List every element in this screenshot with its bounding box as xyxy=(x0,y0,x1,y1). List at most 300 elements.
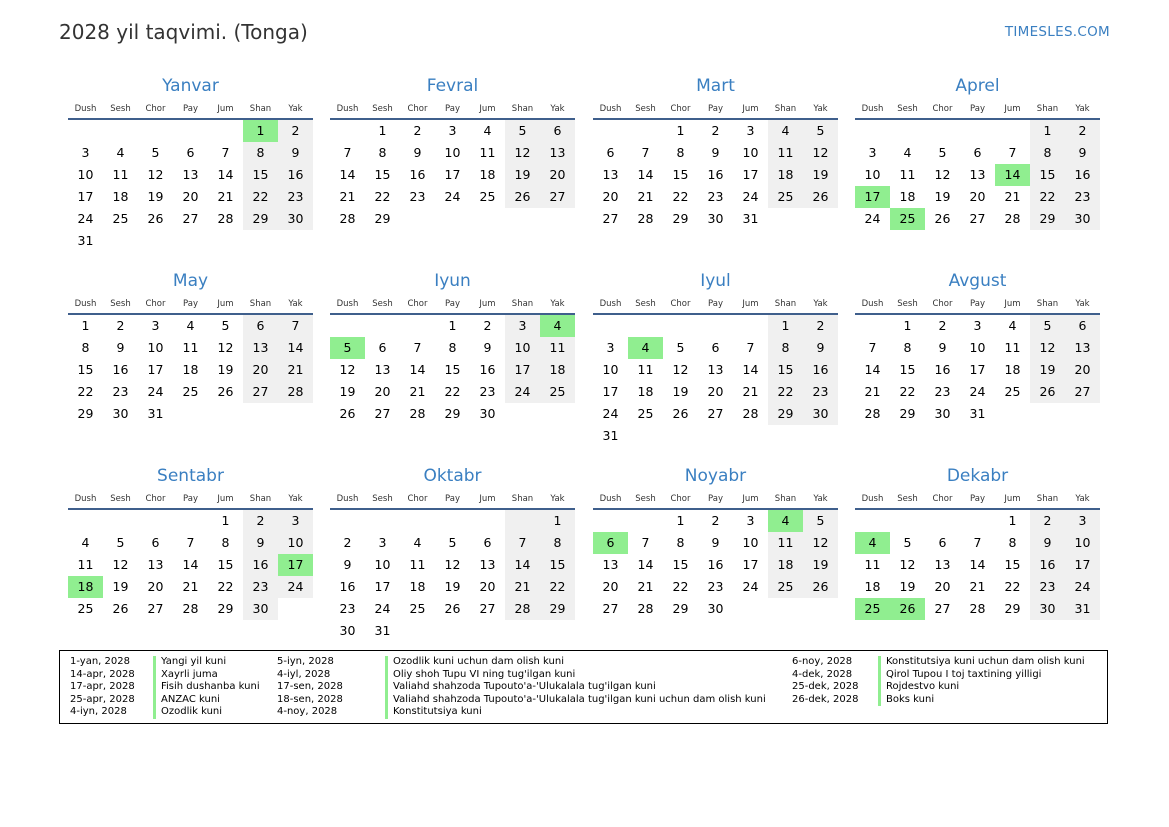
empty-cell xyxy=(103,120,138,142)
day-cell: 1 xyxy=(378,123,387,138)
day-cell: 3 xyxy=(278,510,313,532)
day-cell: 14 xyxy=(339,167,356,182)
empty-cell xyxy=(593,510,628,532)
day-cell: 10 xyxy=(1065,532,1100,554)
day-cell: 11 xyxy=(768,532,803,554)
day-cell: 5 xyxy=(505,120,540,142)
weekday-header xyxy=(593,295,838,315)
empty-cell xyxy=(400,315,435,337)
day-cell: 12 xyxy=(339,362,356,377)
legend-date: 18-sen, 2028 xyxy=(277,693,343,705)
day-cell: 24 xyxy=(77,211,94,226)
day-cell: 15 xyxy=(899,362,916,377)
day-cell: 23 xyxy=(278,186,313,208)
day-cell: 19 xyxy=(112,579,129,594)
weekday-label: Dush xyxy=(861,299,884,309)
day-cell: 8 xyxy=(378,145,387,160)
legend-name: Boks kuni xyxy=(886,693,935,705)
day-cell: 26 xyxy=(217,384,234,399)
day-cell: 4 xyxy=(116,145,125,160)
weekday-header xyxy=(330,295,575,315)
day-cell: 22 xyxy=(374,189,391,204)
day-cell: 21 xyxy=(969,579,986,594)
day-cell: 25 xyxy=(637,406,654,421)
empty-cell xyxy=(173,120,208,142)
weekday-label: Chor xyxy=(407,494,428,504)
weekday-label: Pay xyxy=(445,104,460,114)
day-cell: 10 xyxy=(742,535,759,550)
day-cell: 29 xyxy=(672,601,689,616)
page-title: 2028 yil taqvimi. (Tonga) xyxy=(59,20,308,44)
day-cell: 22 xyxy=(217,579,234,594)
day-cell: 2 xyxy=(1065,120,1100,142)
day-cell: 3 xyxy=(1065,510,1100,532)
weekday-label: Yak xyxy=(550,494,565,504)
weekday-label: Pay xyxy=(445,494,460,504)
day-cell: 30 xyxy=(934,406,951,421)
day-cell: 18 xyxy=(479,167,496,182)
empty-cell xyxy=(890,120,925,142)
day-cell: 31 xyxy=(602,428,619,443)
day-cell: 2 xyxy=(278,120,313,142)
day-cell: 8 xyxy=(81,340,90,355)
weekday-header xyxy=(593,100,838,120)
weekday-label: Yak xyxy=(288,494,303,504)
weekday-header xyxy=(593,490,838,510)
day-cell: 23 xyxy=(339,601,356,616)
holiday-day-cell: 25 xyxy=(855,598,890,620)
empty-cell xyxy=(663,315,698,337)
day-cell: 12 xyxy=(112,557,129,572)
day-cell: 15 xyxy=(672,557,689,572)
day-cell: 27 xyxy=(602,601,619,616)
day-cell: 18 xyxy=(864,579,881,594)
day-cell: 29 xyxy=(1030,208,1065,230)
empty-cell xyxy=(593,315,628,337)
holiday-day-cell: 25 xyxy=(890,208,925,230)
day-cell: 5 xyxy=(803,510,838,532)
day-cell: 29 xyxy=(374,211,391,226)
day-cell: 22 xyxy=(899,384,916,399)
day-cell: 5 xyxy=(221,318,230,333)
weekday-label: Jum xyxy=(1004,104,1021,114)
day-cell: 25 xyxy=(182,384,199,399)
day-cell: 5 xyxy=(116,535,125,550)
day-cell: 8 xyxy=(221,535,230,550)
day-cell: 17 xyxy=(505,359,540,381)
day-cell: 2 xyxy=(1030,510,1065,532)
day-cell: 10 xyxy=(77,167,94,182)
weekday-label: Sesh xyxy=(897,494,918,504)
day-cell: 4 xyxy=(81,535,90,550)
day-cell: 19 xyxy=(803,164,838,186)
empty-cell xyxy=(960,510,995,532)
day-cell: 8 xyxy=(1030,142,1065,164)
day-cell: 6 xyxy=(186,145,195,160)
weekday-label: Shan xyxy=(1036,104,1059,114)
day-cell: 4 xyxy=(413,535,422,550)
legend-date: 4-noy, 2028 xyxy=(277,706,338,718)
day-cell: 14 xyxy=(217,167,234,182)
day-cell: 19 xyxy=(803,554,838,576)
empty-cell xyxy=(330,120,365,142)
legend-date: 4-iyl, 2028 xyxy=(277,668,331,680)
day-cell: 8 xyxy=(243,142,278,164)
holiday-day-cell: 6 xyxy=(593,532,628,554)
day-cell: 9 xyxy=(243,532,278,554)
day-cell: 22 xyxy=(77,384,94,399)
day-cell: 29 xyxy=(444,406,461,421)
weekday-label: Jum xyxy=(1004,494,1021,504)
day-cell: 11 xyxy=(637,362,654,377)
day-cell: 9 xyxy=(803,337,838,359)
legend-name: Konstitutsiya kuni uchun dam olish kuni xyxy=(886,656,1085,667)
weekday-label: Pay xyxy=(708,494,723,504)
day-cell: 26 xyxy=(1030,381,1065,403)
weekday-label: Pay xyxy=(708,104,723,114)
weekday-label: Dush xyxy=(74,299,97,309)
weekday-label: Shan xyxy=(249,299,272,309)
weekday-label: Shan xyxy=(249,494,272,504)
weekday-label: Shan xyxy=(774,494,797,504)
day-cell: 27 xyxy=(602,211,619,226)
weekday-label: Shan xyxy=(511,299,534,309)
day-cell: 16 xyxy=(409,167,426,182)
month-aprel xyxy=(855,75,1100,230)
day-cell: 6 xyxy=(151,535,160,550)
weekday-label: Yak xyxy=(550,104,565,114)
day-cell: 14 xyxy=(409,362,426,377)
day-cell: 12 xyxy=(147,167,164,182)
day-cell: 9 xyxy=(938,340,947,355)
day-cell: 10 xyxy=(742,145,759,160)
weekday-label: Yak xyxy=(550,299,565,309)
day-grid xyxy=(330,315,575,425)
day-cell: 19 xyxy=(899,579,916,594)
day-cell: 21 xyxy=(182,579,199,594)
weekday-label: Chor xyxy=(932,299,953,309)
day-cell: 11 xyxy=(768,142,803,164)
weekday-label: Chor xyxy=(932,104,953,114)
holiday-day-cell: 4 xyxy=(628,337,663,359)
day-cell: 3 xyxy=(81,145,90,160)
month-dekabr xyxy=(855,465,1100,620)
day-cell: 10 xyxy=(278,532,313,554)
weekday-label: Jum xyxy=(742,494,759,504)
day-cell: 19 xyxy=(505,164,540,186)
weekday-header xyxy=(68,100,313,120)
day-cell: 5 xyxy=(803,120,838,142)
empty-cell xyxy=(138,120,173,142)
day-cell: 20 xyxy=(182,189,199,204)
empty-cell xyxy=(365,510,400,532)
legend-col1-dates xyxy=(70,656,135,719)
day-cell: 2 xyxy=(483,318,492,333)
day-cell: 13 xyxy=(243,337,278,359)
day-cell: 22 xyxy=(540,576,575,598)
month-name: Fevral xyxy=(426,76,479,96)
day-cell: 19 xyxy=(339,384,356,399)
day-cell: 18 xyxy=(768,554,803,576)
weekday-header xyxy=(330,490,575,510)
day-cell: 22 xyxy=(768,381,803,403)
empty-cell xyxy=(330,315,365,337)
day-cell: 19 xyxy=(672,384,689,399)
day-cell: 3 xyxy=(973,318,982,333)
weekday-label: Chor xyxy=(145,494,166,504)
weekday-label: Chor xyxy=(670,299,691,309)
weekday-label: Pay xyxy=(970,494,985,504)
day-cell: 20 xyxy=(147,579,164,594)
day-cell: 27 xyxy=(182,211,199,226)
weekday-label: Sesh xyxy=(372,104,393,114)
weekday-label: Sesh xyxy=(372,299,393,309)
day-cell: 3 xyxy=(746,123,755,138)
day-cell: 30 xyxy=(479,406,496,421)
day-cell: 23 xyxy=(243,576,278,598)
day-cell: 7 xyxy=(186,535,195,550)
empty-cell xyxy=(855,120,890,142)
day-cell: 29 xyxy=(243,208,278,230)
weekday-label: Dush xyxy=(74,494,97,504)
legend-name: Ozodlik kuni uchun dam olish kuni xyxy=(393,656,564,667)
day-cell: 23 xyxy=(803,381,838,403)
day-cell: 12 xyxy=(1030,337,1065,359)
day-cell: 23 xyxy=(112,384,129,399)
day-cell: 13 xyxy=(479,557,496,572)
day-cell: 11 xyxy=(112,167,129,182)
legend-col2-names xyxy=(393,656,766,719)
day-cell: 8 xyxy=(676,145,685,160)
day-cell: 29 xyxy=(1004,601,1021,616)
month-name: Noyabr xyxy=(684,466,747,486)
day-cell: 24 xyxy=(969,384,986,399)
day-cell: 12 xyxy=(672,362,689,377)
day-cell: 9 xyxy=(1065,142,1100,164)
month-name: Aprel xyxy=(955,76,1000,96)
day-cell: 2 xyxy=(343,535,352,550)
day-cell: 31 xyxy=(742,211,759,226)
day-cell: 21 xyxy=(409,384,426,399)
weekday-label: Sesh xyxy=(897,104,918,114)
day-cell: 15 xyxy=(374,167,391,182)
day-grid xyxy=(855,120,1100,230)
day-cell: 20 xyxy=(602,189,619,204)
day-cell: 26 xyxy=(505,186,540,208)
holiday-day-cell: 17 xyxy=(855,186,890,208)
day-cell: 17 xyxy=(1065,554,1100,576)
weekday-label: Pay xyxy=(708,299,723,309)
day-cell: 21 xyxy=(637,579,654,594)
weekday-label: Pay xyxy=(445,299,460,309)
day-cell: 23 xyxy=(934,384,951,399)
day-cell: 13 xyxy=(934,557,951,572)
weekday-label: Chor xyxy=(407,104,428,114)
day-cell: 26 xyxy=(444,601,461,616)
day-cell: 8 xyxy=(448,340,457,355)
legend-date: 25-dek, 2028 xyxy=(792,681,859,693)
day-cell: 17 xyxy=(444,167,461,182)
day-cell: 10 xyxy=(864,167,881,182)
day-cell: 4 xyxy=(186,318,195,333)
day-cell: 7 xyxy=(278,315,313,337)
month-noyabr xyxy=(593,465,838,620)
day-cell: 29 xyxy=(899,406,916,421)
day-cell: 6 xyxy=(973,145,982,160)
day-cell: 1 xyxy=(1008,513,1017,528)
legend-date: 5-iyn, 2028 xyxy=(277,656,334,667)
day-cell: 17 xyxy=(602,384,619,399)
day-cell: 31 xyxy=(1065,598,1100,620)
day-cell: 7 xyxy=(868,340,877,355)
weekday-label: Yak xyxy=(1075,494,1090,504)
month-may xyxy=(68,270,313,425)
day-cell: 13 xyxy=(374,362,391,377)
day-cell: 29 xyxy=(217,601,234,616)
weekday-label: Shan xyxy=(511,494,534,504)
holiday-day-cell: 4 xyxy=(855,532,890,554)
month-oktabr xyxy=(330,465,575,642)
day-cell: 22 xyxy=(243,186,278,208)
empty-cell xyxy=(890,510,925,532)
day-cell: 19 xyxy=(1030,359,1065,381)
day-cell: 28 xyxy=(505,598,540,620)
day-cell: 30 xyxy=(803,403,838,425)
weekday-label: Chor xyxy=(145,299,166,309)
weekday-label: Dush xyxy=(861,104,884,114)
day-cell: 14 xyxy=(742,362,759,377)
day-cell: 11 xyxy=(409,557,426,572)
day-cell: 16 xyxy=(112,362,129,377)
day-cell: 21 xyxy=(339,189,356,204)
weekday-label: Yak xyxy=(1075,104,1090,114)
day-cell: 15 xyxy=(217,557,234,572)
empty-cell xyxy=(68,510,103,532)
day-cell: 22 xyxy=(444,384,461,399)
day-cell: 12 xyxy=(217,340,234,355)
day-cell: 19 xyxy=(217,362,234,377)
legend-name: Xayrli juma xyxy=(161,668,218,680)
legend-name: Yangi yil kuni xyxy=(161,656,227,667)
day-cell: 1 xyxy=(221,513,230,528)
day-cell: 31 xyxy=(374,623,391,638)
holiday-legend xyxy=(59,650,1108,724)
day-cell: 30 xyxy=(278,208,313,230)
month-name: Dekabr xyxy=(946,466,1009,486)
day-cell: 8 xyxy=(903,340,912,355)
day-cell: 7 xyxy=(221,145,230,160)
day-cell: 15 xyxy=(540,554,575,576)
legend-date: 17-apr, 2028 xyxy=(70,681,135,693)
weekday-label: Pay xyxy=(183,299,198,309)
day-cell: 12 xyxy=(505,142,540,164)
weekday-label: Dush xyxy=(599,299,622,309)
day-cell: 9 xyxy=(711,145,720,160)
day-cell: 24 xyxy=(278,576,313,598)
day-cell: 15 xyxy=(243,164,278,186)
day-cell: 23 xyxy=(1065,186,1100,208)
month-sentabr xyxy=(68,465,313,620)
weekday-label: Pay xyxy=(970,104,985,114)
day-cell: 3 xyxy=(746,513,755,528)
empty-cell xyxy=(855,510,890,532)
month-fevral xyxy=(330,75,575,230)
month-name: Oktabr xyxy=(423,466,482,486)
day-cell: 27 xyxy=(969,211,986,226)
day-cell: 23 xyxy=(479,384,496,399)
day-cell: 27 xyxy=(374,406,391,421)
holiday-day-cell: 14 xyxy=(995,164,1030,186)
day-cell: 11 xyxy=(540,337,575,359)
month-name: Iyun xyxy=(434,271,471,291)
weekday-label: Chor xyxy=(670,494,691,504)
day-cell: 23 xyxy=(707,189,724,204)
weekday-label: Yak xyxy=(288,104,303,114)
day-cell: 21 xyxy=(637,189,654,204)
day-cell: 25 xyxy=(479,189,496,204)
day-cell: 2 xyxy=(711,123,720,138)
day-cell: 6 xyxy=(1065,315,1100,337)
empty-cell xyxy=(330,510,365,532)
empty-cell xyxy=(103,510,138,532)
day-cell: 8 xyxy=(768,337,803,359)
day-cell: 26 xyxy=(147,211,164,226)
month-iyul xyxy=(593,270,838,447)
day-cell: 13 xyxy=(182,167,199,182)
weekday-label: Jum xyxy=(742,299,759,309)
day-cell: 20 xyxy=(540,164,575,186)
weekday-label: Yak xyxy=(1075,299,1090,309)
day-cell: 6 xyxy=(378,340,387,355)
weekday-label: Sesh xyxy=(635,494,656,504)
weekday-header xyxy=(855,490,1100,510)
day-cell: 17 xyxy=(742,557,759,572)
day-cell: 21 xyxy=(505,576,540,598)
empty-cell xyxy=(593,120,628,142)
day-cell: 11 xyxy=(1004,340,1021,355)
holiday-day-cell: 18 xyxy=(68,576,103,598)
month-name: Yanvar xyxy=(162,76,219,96)
day-cell: 29 xyxy=(768,403,803,425)
day-grid xyxy=(593,315,838,447)
day-cell: 27 xyxy=(147,601,164,616)
legend-name: Konstitutsiya kuni xyxy=(393,706,482,718)
holiday-day-cell: 4 xyxy=(540,315,575,337)
day-cell: 1 xyxy=(903,318,912,333)
day-cell: 27 xyxy=(243,381,278,403)
day-cell: 18 xyxy=(768,164,803,186)
day-cell: 22 xyxy=(1004,579,1021,594)
month-name: Mart xyxy=(696,76,735,96)
day-cell: 16 xyxy=(934,362,951,377)
weekday-label: Shan xyxy=(774,104,797,114)
day-cell: 2 xyxy=(711,513,720,528)
day-cell: 27 xyxy=(707,406,724,421)
weekday-label: Yak xyxy=(813,494,828,504)
day-cell: 2 xyxy=(938,318,947,333)
weekday-label: Jum xyxy=(479,104,496,114)
day-cell: 20 xyxy=(707,384,724,399)
weekday-label: Chor xyxy=(145,104,166,114)
site-link[interactable]: TIMESLES.COM xyxy=(1004,24,1110,40)
weekday-label: Sesh xyxy=(110,299,131,309)
weekday-label: Sesh xyxy=(110,494,131,504)
day-cell: 28 xyxy=(339,211,356,226)
month-name: Sentabr xyxy=(157,466,224,486)
day-cell: 18 xyxy=(409,579,426,594)
day-cell: 5 xyxy=(676,340,685,355)
day-cell: 20 xyxy=(243,359,278,381)
